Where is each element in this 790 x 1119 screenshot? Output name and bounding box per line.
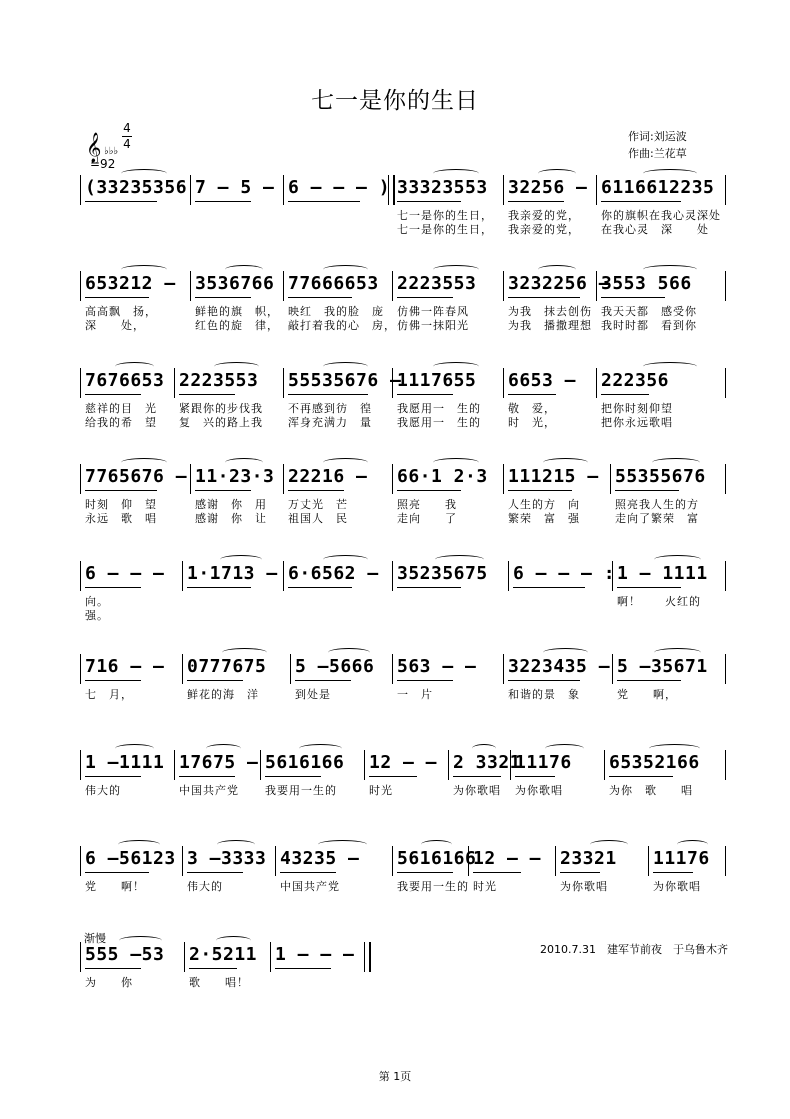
beam-underline	[195, 201, 251, 202]
lyric-verse-1: 为你歌唱	[515, 784, 563, 797]
lyric-verse-1: 七一是你的生日，	[397, 209, 493, 222]
measure-notes: 12 — —	[369, 752, 438, 773]
beam-underline	[85, 968, 141, 969]
barline	[648, 846, 649, 876]
measure-notes: 1 — — —	[275, 944, 355, 965]
beam-underline	[85, 776, 141, 777]
barline	[392, 271, 393, 301]
slur-mark	[214, 362, 259, 371]
beam-underline	[560, 872, 600, 873]
barline	[80, 846, 81, 876]
lyric-verse-2: 七一是你的生日，	[397, 223, 493, 236]
lyric-verse-1: 和谐的景 象	[508, 688, 580, 701]
barline	[503, 368, 504, 398]
beam-underline	[288, 490, 344, 491]
lyric-verse-2: 走向了繁荣 富	[615, 512, 699, 525]
slur-mark	[433, 265, 479, 274]
lyric-verse-1: 我愿用一 生的	[397, 402, 481, 415]
slur-mark	[545, 744, 584, 753]
time-signature	[122, 122, 132, 151]
lyric-verse-1: 不再感到彷 徨	[288, 402, 372, 415]
barline	[290, 654, 291, 684]
measure-notes: 2 3321	[453, 752, 522, 773]
measure-notes: 2223553	[179, 370, 259, 391]
page-title: 七一是你的生日	[311, 88, 479, 114]
slur-mark	[121, 169, 167, 178]
composition-date-note: 2010.7.31 建军节前夜 于乌鲁木齐	[540, 943, 728, 956]
measure-notes: 6116612235	[601, 177, 715, 198]
lyric-verse-1: 为 你	[85, 976, 133, 989]
measure-notes: 6653 —	[508, 370, 577, 391]
measure-notes: 5 —35671	[617, 656, 708, 677]
beam-underline	[288, 297, 352, 298]
measure-notes: 7 — 5 —	[195, 177, 275, 198]
beam-underline	[397, 587, 461, 588]
measure-notes: 5 —5666	[295, 656, 375, 677]
beam-underline	[85, 587, 141, 588]
lyric-verse-1: 鲜花的海 洋	[187, 688, 259, 701]
measure-notes: 33323553	[397, 177, 488, 198]
measure-notes: 6 — — — )	[288, 177, 391, 198]
slur-mark	[677, 840, 708, 849]
beam-underline	[85, 680, 141, 681]
beam-underline	[397, 490, 461, 491]
barline	[174, 368, 175, 398]
lyric-verse-1: 万丈光 芒	[288, 498, 348, 511]
lyric-verse-1: 我亲爱的党，	[508, 209, 580, 222]
slur-mark	[654, 555, 701, 564]
lyric-verse-1: 我要用一生的	[265, 784, 337, 797]
page-number: 第 1页	[378, 1070, 412, 1083]
barline	[182, 846, 183, 876]
lyricist-credit: 作词:刘运波	[628, 130, 687, 143]
beam-underline	[617, 587, 681, 588]
lyric-verse-2: 感谢 你 让	[195, 512, 267, 525]
lyric-verse-2: 我亲爱的党，	[508, 223, 580, 236]
barline	[725, 654, 726, 684]
measure-notes: 5616166	[265, 752, 345, 773]
lyric-verse-2: 在我心灵 深 处	[601, 223, 709, 236]
measure-notes: 1117655	[397, 370, 477, 391]
lyric-verse-1: 时光	[369, 784, 393, 797]
barline	[604, 750, 605, 780]
barline	[725, 561, 726, 591]
beam-underline	[473, 872, 521, 873]
lyric-verse-2: 深 处，	[85, 319, 145, 332]
slur-mark	[323, 362, 368, 371]
beam-underline	[508, 680, 580, 681]
lyric-verse-2: 浑身充满力 量	[288, 416, 372, 429]
slur-mark	[206, 744, 241, 753]
measure-notes: 222356	[601, 370, 670, 391]
slur-mark	[318, 840, 367, 849]
measure-notes: 3232256 —	[508, 273, 611, 294]
lyric-verse-2: 永远 歌 唱	[85, 512, 157, 525]
measure-notes: 66·1 2·3	[397, 466, 488, 487]
lyric-verse-2: 走向 了	[397, 512, 457, 525]
lyric-verse-1: 党 啊！	[85, 880, 145, 893]
barline	[275, 846, 276, 876]
slur-mark	[121, 265, 167, 274]
measure-notes: 77666653	[288, 273, 379, 294]
lyric-verse-1: 为我 抹去创伤	[508, 305, 592, 318]
beam-underline	[513, 587, 585, 588]
barline	[725, 464, 726, 494]
lyric-verse-1: 仿佛一阵春风	[397, 305, 469, 318]
beam-underline	[195, 297, 251, 298]
measure-notes: 2·5211	[189, 944, 258, 965]
lyric-verse-2: 给我的希 望	[85, 416, 157, 429]
beam-underline	[609, 776, 673, 777]
lyric-verse-2: 红色的旋 律，	[195, 319, 279, 332]
slur-mark	[643, 169, 697, 178]
measure-notes: 653212 —	[85, 273, 176, 294]
barline	[260, 750, 261, 780]
lyric-verse-2: 复 兴的路上我	[179, 416, 263, 429]
barline	[503, 654, 504, 684]
slur-mark	[435, 555, 484, 564]
lyric-verse-1: 伟大的	[187, 880, 223, 893]
barline	[283, 368, 284, 398]
barline	[80, 368, 81, 398]
beam-underline	[295, 680, 351, 681]
slur-mark	[421, 840, 452, 849]
beam-underline	[508, 394, 556, 395]
slur-mark	[472, 744, 496, 753]
barline	[80, 561, 81, 591]
barline	[392, 464, 393, 494]
measure-notes: 563 — —	[397, 656, 477, 677]
beam-underline	[85, 201, 157, 202]
barline	[80, 175, 81, 205]
slur-mark	[323, 555, 368, 564]
measure-notes: 6 —56123	[85, 848, 176, 869]
slur-mark	[119, 936, 162, 945]
lyric-verse-1: 敬 爱，	[508, 402, 556, 415]
slur-mark	[643, 362, 697, 371]
barline	[503, 464, 504, 494]
beam-underline	[453, 776, 501, 777]
slur-mark	[225, 458, 263, 467]
barline	[182, 654, 183, 684]
slur-mark	[225, 265, 263, 274]
measure-notes: 3 —3333	[187, 848, 267, 869]
barline	[596, 368, 597, 398]
slur-mark	[654, 648, 701, 657]
beam-underline	[508, 490, 572, 491]
measure-notes: 35235675	[397, 563, 488, 584]
beam-underline	[397, 872, 453, 873]
measure-notes: (33235356	[85, 177, 188, 198]
measure-notes: 111215 —	[508, 466, 599, 487]
measure-notes: 7676653	[85, 370, 165, 391]
lyric-verse-1: 歌 唱！	[189, 976, 249, 989]
lyric-verse-1: 照亮我人生的方	[615, 498, 699, 511]
beam-underline	[653, 872, 693, 873]
measure-notes: 1 — 1111	[617, 563, 708, 584]
measure-notes: 23321	[560, 848, 617, 869]
lyric-verse-1: 感谢 你 用	[195, 498, 267, 511]
beam-underline	[617, 680, 681, 681]
measure-notes: 5616166	[397, 848, 477, 869]
lyric-verse-1: 时光	[473, 880, 497, 893]
beam-underline	[85, 297, 149, 298]
lyric-verse-1: 啊！ 火红的	[617, 595, 701, 608]
barline	[503, 271, 504, 301]
barline	[392, 561, 393, 591]
beam-underline	[280, 872, 336, 873]
beam-underline	[288, 394, 368, 395]
barline	[190, 464, 191, 494]
slur-mark	[216, 936, 251, 945]
barline	[80, 654, 81, 684]
slur-mark	[118, 840, 160, 849]
measure-notes: 6·6562 —	[288, 563, 379, 584]
slur-mark	[323, 265, 368, 274]
slur-mark	[220, 555, 262, 564]
beam-underline	[187, 587, 251, 588]
barline	[190, 175, 191, 205]
barline	[725, 271, 726, 301]
barline	[283, 175, 284, 205]
lyric-verse-1: 为你歌唱	[453, 784, 501, 797]
lyric-verse-2: 把你永远歌唱	[601, 416, 673, 429]
barline	[80, 271, 81, 301]
lyric-verse-1: 照亮 我	[397, 498, 457, 511]
lyric-verse-1: 我要用一生的	[397, 880, 469, 893]
slur-mark	[649, 744, 700, 753]
time-signature-bottom: 4	[123, 137, 131, 151]
barline	[612, 654, 613, 684]
lyric-verse-1: 映红 我的脸 庞	[288, 305, 384, 318]
barline	[80, 750, 81, 780]
barline	[610, 464, 611, 494]
beam-underline	[508, 297, 580, 298]
lyric-verse-1: 为你歌唱	[560, 880, 608, 893]
barline	[270, 942, 271, 972]
slur-mark	[538, 265, 576, 274]
beam-underline	[288, 587, 352, 588]
tempo-marking: =92	[90, 157, 116, 171]
lyric-verse-1: 紧跟你的步伐我	[179, 402, 263, 415]
beam-underline	[85, 872, 149, 873]
slur-mark	[590, 840, 628, 849]
slur-mark	[538, 169, 576, 178]
measure-notes: 1·1713 —	[187, 563, 278, 584]
lyric-verse-1: 伟大的	[85, 784, 121, 797]
measure-notes: 11176	[653, 848, 710, 869]
measure-notes: 716 — —	[85, 656, 165, 677]
slur-mark	[222, 648, 267, 657]
barline	[174, 750, 175, 780]
barline	[725, 368, 726, 398]
beam-underline	[187, 680, 243, 681]
slur-mark	[543, 458, 588, 467]
slur-mark	[433, 458, 479, 467]
measure-notes: 12 — —	[473, 848, 542, 869]
slur-mark	[433, 169, 479, 178]
slur-mark	[643, 265, 697, 274]
flat-icon: ♭♭♭	[104, 146, 119, 157]
lyric-verse-1: 向。	[85, 595, 109, 608]
measure-notes: 3553 566	[601, 273, 692, 294]
beam-underline	[508, 201, 564, 202]
barline	[184, 942, 185, 972]
beam-underline	[397, 394, 453, 395]
measure-notes: 2223553	[397, 273, 477, 294]
lyric-verse-2: 祖国人 民	[288, 512, 348, 525]
beam-underline	[397, 297, 453, 298]
slur-mark	[115, 744, 154, 753]
lyric-verse-1: 到处是	[295, 688, 331, 701]
measure-notes: 11176	[515, 752, 572, 773]
lyric-verse-2: 为我 播撒理想	[508, 319, 592, 332]
beam-underline	[288, 201, 360, 202]
lyric-verse-1: 高高飘 扬，	[85, 305, 157, 318]
barline	[725, 750, 726, 780]
barline	[448, 750, 449, 780]
slur-mark	[543, 648, 588, 657]
barline	[283, 271, 284, 301]
lyric-verse-2: 时 光，	[508, 416, 556, 429]
lyric-verse-1: 把你时刻仰望	[601, 402, 673, 415]
beam-underline	[275, 968, 331, 969]
lyric-verse-2: 强。	[85, 609, 109, 622]
treble-clef-icon: 𝄞	[86, 133, 102, 163]
barline	[80, 942, 81, 972]
lyric-verse-2: 我愿用一 生的	[397, 416, 481, 429]
lyric-verse-1: 我天天都 感受你	[601, 305, 697, 318]
measure-notes: 43235 —	[280, 848, 360, 869]
lyric-verse-1: 你的旗帜在我心灵深处	[601, 209, 721, 222]
barline	[283, 561, 284, 591]
lyric-verse-1: 为你 歌 唱	[609, 784, 693, 797]
beam-underline	[601, 201, 681, 202]
beam-underline	[397, 201, 461, 202]
beam-underline	[515, 776, 555, 777]
measure-notes: 17675 —	[179, 752, 259, 773]
slur-mark	[652, 458, 700, 467]
beam-underline	[179, 394, 235, 395]
lyric-verse-1: 鲜艳的旗 帜，	[195, 305, 279, 318]
lyric-verse-1: 党 啊，	[617, 688, 677, 701]
barline	[182, 561, 183, 591]
measure-notes: 55355676	[615, 466, 706, 487]
measure-notes: 55535676 —	[288, 370, 402, 391]
double-barline	[364, 942, 371, 972]
slur-mark	[328, 648, 370, 657]
beam-underline	[85, 490, 157, 491]
barline	[503, 175, 504, 205]
barline	[555, 846, 556, 876]
barline	[283, 464, 284, 494]
measure-notes: 22216 —	[288, 466, 368, 487]
lyric-verse-1: 七 月，	[85, 688, 133, 701]
slur-mark	[217, 840, 255, 849]
beam-underline	[85, 394, 141, 395]
barline	[80, 464, 81, 494]
barline	[596, 175, 597, 205]
beam-underline	[369, 776, 417, 777]
measure-notes: 3223435 —	[508, 656, 611, 677]
slur-mark	[121, 458, 167, 467]
measure-notes: 6 — — —	[85, 563, 165, 584]
barline	[725, 846, 726, 876]
lyric-verse-1: 中国共产党	[280, 880, 340, 893]
lyric-verse-1: 中国共产党	[179, 784, 239, 797]
measure-notes: 11·23·3	[195, 466, 275, 487]
slur-mark	[115, 362, 154, 371]
measure-notes: 3536766	[195, 273, 275, 294]
barline	[392, 846, 393, 876]
composer-credit: 作曲:兰花草	[628, 147, 687, 160]
beam-underline	[265, 776, 321, 777]
measure-notes: 555 —53	[85, 944, 165, 965]
beam-underline	[615, 490, 679, 491]
slur-mark	[433, 362, 479, 371]
barline	[190, 271, 191, 301]
beam-underline	[601, 297, 665, 298]
barline	[508, 561, 509, 591]
barline	[725, 175, 726, 205]
ritardando-marking: 渐慢	[84, 932, 106, 945]
lyric-verse-2: 繁荣 富 强	[508, 512, 580, 525]
time-signature-top: 4	[123, 121, 131, 135]
beam-underline	[187, 872, 243, 873]
measure-notes: 0777675	[187, 656, 267, 677]
lyric-verse-2: 仿佛一抹阳光	[397, 319, 469, 332]
lyric-verse-1: 为你歌唱	[653, 880, 701, 893]
measure-notes: 1 —1111	[85, 752, 165, 773]
lyric-verse-2: 敲打着我的心 房，	[288, 319, 396, 332]
measure-notes: 32256 —	[508, 177, 588, 198]
beam-underline	[179, 776, 235, 777]
beam-underline	[397, 680, 453, 681]
lyric-verse-2: 我时时都 看到你	[601, 319, 697, 332]
slur-mark	[299, 744, 342, 753]
beam-underline	[601, 394, 649, 395]
beam-underline	[195, 490, 251, 491]
lyric-verse-1: 时刻 仰 望	[85, 498, 157, 511]
lyric-verse-1: 慈祥的目 光	[85, 402, 157, 415]
measure-notes: 6 — — — :	[513, 563, 616, 584]
lyric-verse-1: 一 片	[397, 688, 433, 701]
lyric-verse-1: 人生的方 向	[508, 498, 580, 511]
barline	[364, 750, 365, 780]
barline	[392, 654, 393, 684]
beam-underline	[189, 968, 237, 969]
slur-mark	[323, 458, 368, 467]
measure-notes: 65352166	[609, 752, 700, 773]
measure-notes: 7765676 —	[85, 466, 188, 487]
